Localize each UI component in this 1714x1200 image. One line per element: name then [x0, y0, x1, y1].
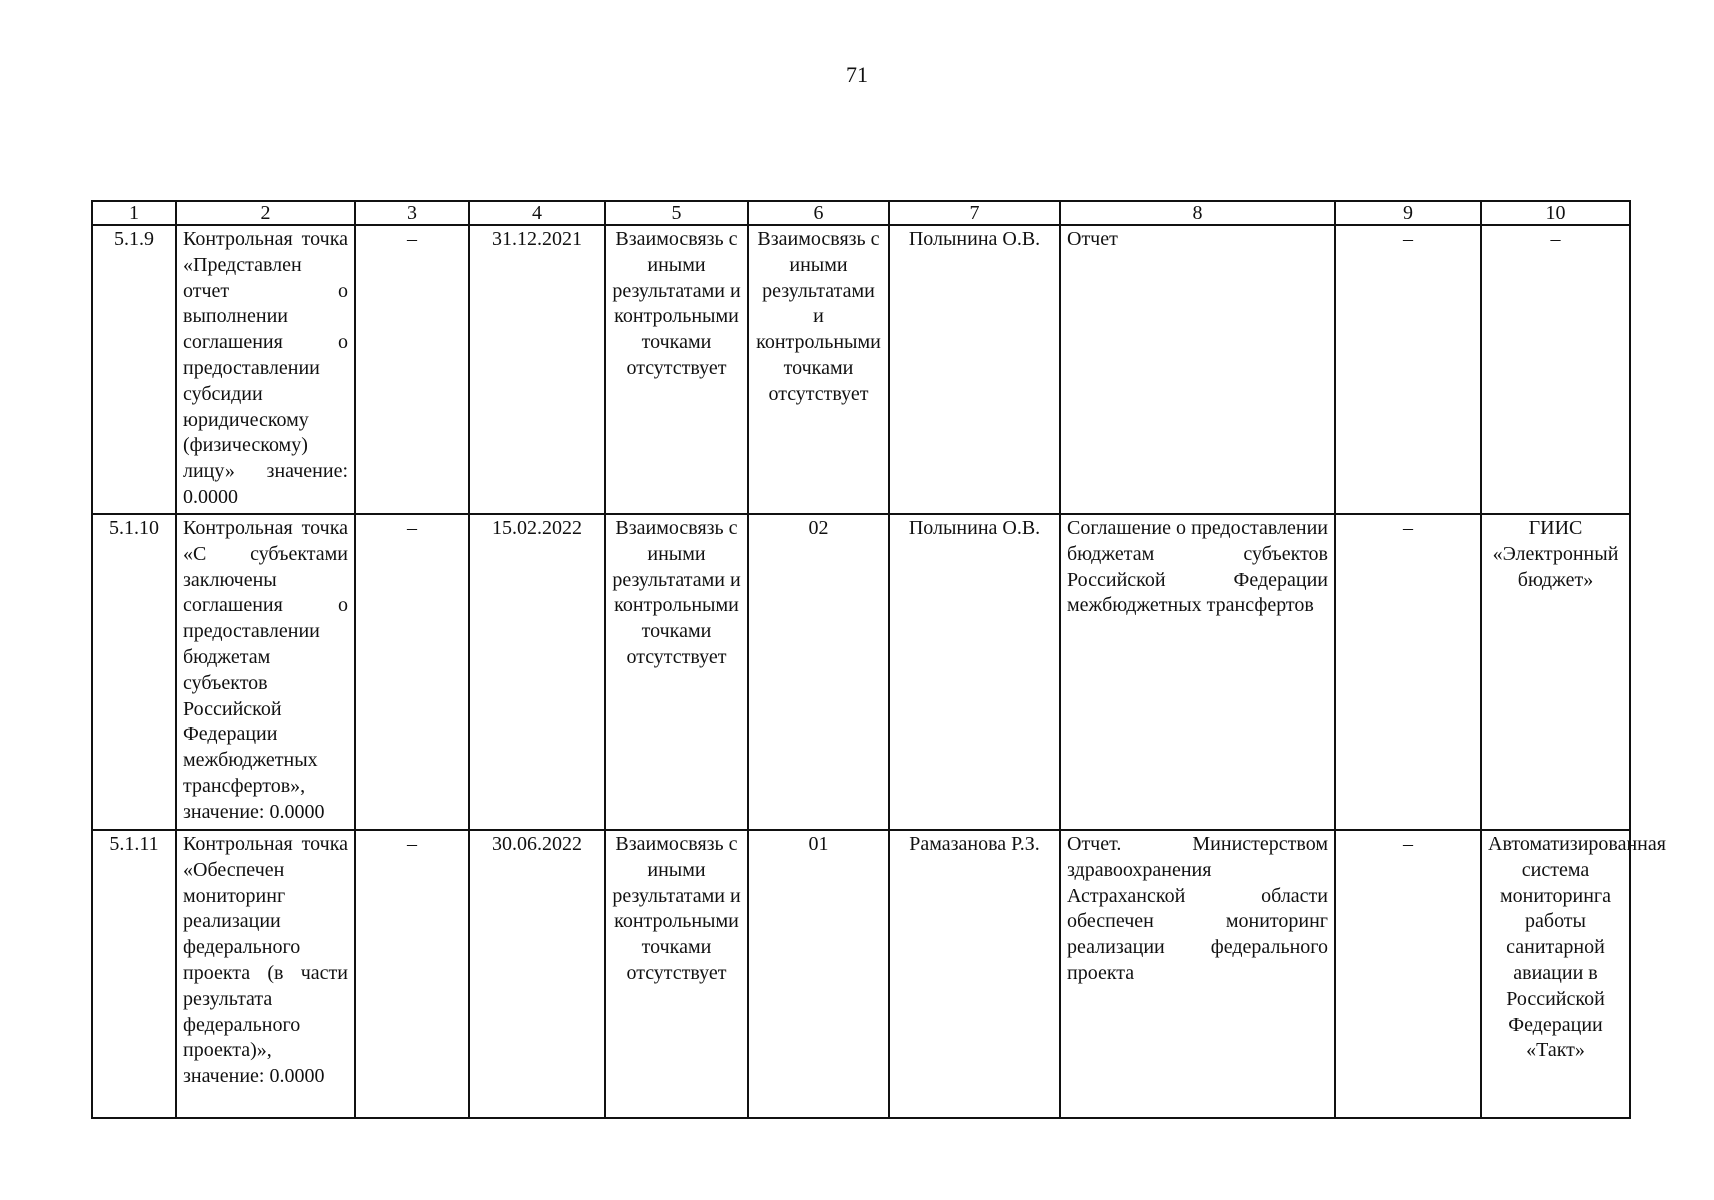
- control-point-name: Контрольная точка «Обеспечен мониторинг реализации федерального проекта (в части результата федерального проекта)», значение: 0.0000: [176, 830, 355, 1118]
- col-header-1: 1: [92, 201, 176, 225]
- due-date: 31.12.2021: [469, 225, 605, 514]
- col6-value: Взаимосвязь с иными результатами и контрольными точками отсутствует: [748, 225, 889, 514]
- col3-value: –: [355, 830, 469, 1118]
- information-system: –: [1481, 225, 1630, 514]
- header-row: [92, 201, 1630, 225]
- row-number: 5.1.11: [92, 830, 176, 1118]
- document-type: Отчет. Министерством здравоохранения Астраханской области обеспечен мониторинг реализации федерального проекта: [1060, 830, 1335, 1118]
- col-header-2: 2: [176, 201, 355, 225]
- information-system: ГИИС «Электронный бюджет»: [1481, 514, 1630, 830]
- responsible-person: Рамазанова Р.З.: [889, 830, 1060, 1118]
- information-system: Автоматизированная система мониторинга работы санитарной авиации в Российской Федерации «Такт»: [1481, 830, 1630, 1118]
- row-number: 5.1.10: [92, 514, 176, 830]
- page-number: 71: [846, 62, 868, 87]
- due-date: 15.02.2022: [469, 514, 605, 830]
- table-row: [92, 514, 1630, 830]
- responsible-person: Полынина О.В.: [889, 514, 1060, 830]
- document-type: Соглашение о предоставлении бюджетам субъектов Российской Федерации межбюджетных трансфертов: [1060, 514, 1335, 830]
- control-point-name: Контрольная точка «Представлен отчет о выполнении соглашения о предоставлении субсидии юридическому (физическому) лицу» значение: 0.0000: [176, 225, 355, 514]
- col-header-9: 9: [1335, 201, 1481, 225]
- col-header-7: 7: [889, 201, 1060, 225]
- col-header-4: 4: [469, 201, 605, 225]
- document-type: Отчет: [1060, 225, 1335, 514]
- row-number: 5.1.9: [92, 225, 176, 514]
- col-header-10: 10: [1481, 201, 1630, 225]
- col5-value: Взаимосвязь с иными результатами и контрольными точками отсутствует: [605, 514, 748, 830]
- col9-value: –: [1335, 514, 1481, 830]
- col5-value: Взаимосвязь с иными результатами и контрольными точками отсутствует: [605, 225, 748, 514]
- col9-value: –: [1335, 225, 1481, 514]
- col-header-5: 5: [605, 201, 748, 225]
- col5-value: Взаимосвязь с иными результатами и контрольными точками отсутствует: [605, 830, 748, 1118]
- col-header-6: 6: [748, 201, 889, 225]
- due-date: 30.06.2022: [469, 830, 605, 1118]
- col-header-8: 8: [1060, 201, 1335, 225]
- col3-value: –: [355, 225, 469, 514]
- col-header-3: 3: [355, 201, 469, 225]
- col6-value: 01: [748, 830, 889, 1118]
- col6-value: 02: [748, 514, 889, 830]
- col9-value: –: [1335, 830, 1481, 1118]
- col3-value: –: [355, 514, 469, 830]
- control-point-name: Контрольная точка «С субъектами заключены соглашения о предоставлении бюджетам субъектов Российской Федерации межбюджетных трансфертов», значение: 0.0000: [176, 514, 355, 830]
- table-row: [92, 225, 1630, 514]
- table-row: [92, 830, 1630, 1118]
- document-table: [91, 200, 1666, 1119]
- responsible-person: Полынина О.В.: [889, 225, 1060, 514]
